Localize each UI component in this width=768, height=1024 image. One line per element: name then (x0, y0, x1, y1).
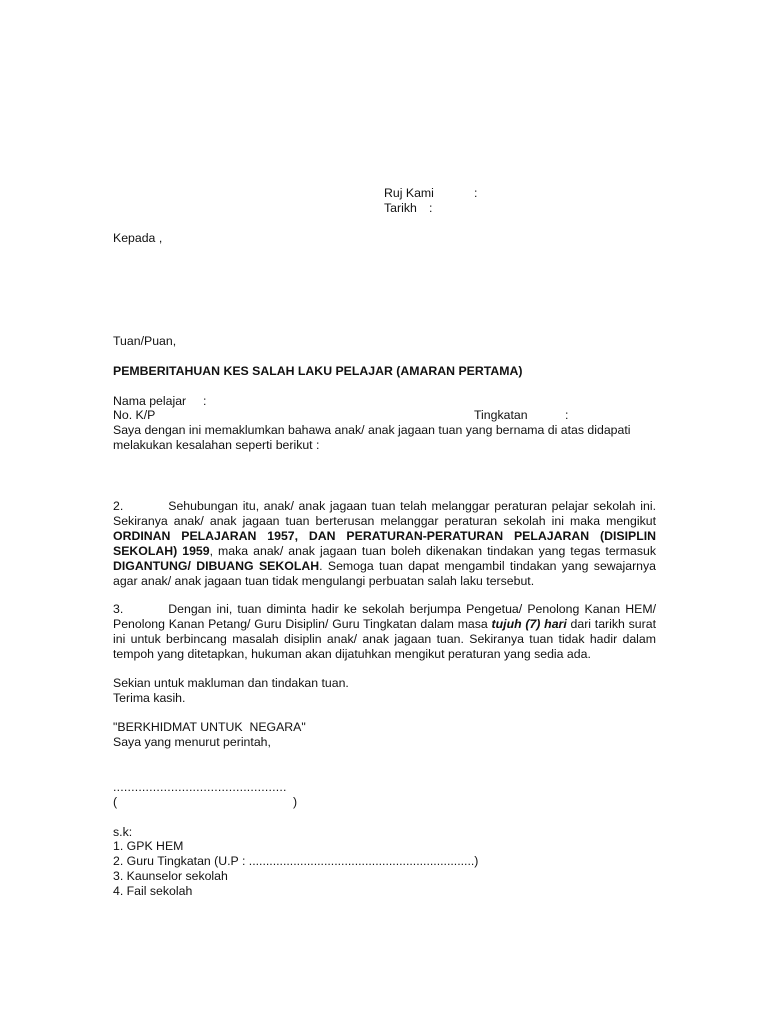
kepada-line: Kepada , (113, 231, 163, 245)
student-name-label: Nama pelajar (113, 394, 187, 408)
student-form-colon: : (565, 408, 569, 422)
signature-dots: ................................................ (113, 780, 287, 794)
student-kp-label: No. K/P (113, 408, 156, 422)
closing-line1: Sekian untuk makluman dan tindakan tuan. (113, 676, 349, 690)
para3-text-b: dari tarikh surat ini untuk berbincang masalah disiplin anak/ anak jagaan tuan. Sekiranya tuan tidak hadir dalam tempoh yang ditetapkan, hukuman akan dijatuhkan mengikut peraturan yang sedia ada. (113, 617, 656, 661)
student-form-label: Tingkatan (474, 408, 528, 422)
letter-subject: PEMBERITAHUAN KES SALAH LAKU PELAJAR (AMARAN PERTAMA) (113, 364, 523, 378)
para2-bold-penalty: DIGANTUNG/ DIBUANG SEKOLAH (113, 559, 320, 573)
cc-item: 1. GPK HEM (113, 839, 184, 853)
paragraph-2 (113, 499, 656, 589)
student-name-colon: : (203, 394, 207, 408)
tarikh-colon: : (429, 201, 433, 215)
para3-number: 3. (113, 602, 124, 616)
ruj-kami-colon: : (474, 186, 478, 200)
para1-line2: melakukan kesalahan seperti berikut : (113, 438, 320, 452)
signature-close-paren: ) (293, 795, 298, 809)
para2-text-b: , maka anak/ anak jagaan tuan boleh dikenakan tindakan yang tegas termasuk (209, 544, 656, 558)
para3-text-a: Dengan ini, tuan diminta hadir ke sekolah berjumpa Pengetua/ Penolong Kanan HEM/ Penolong Kanan Petang/ Guru Disiplin/ Guru Tingkatan dalam masa (113, 602, 656, 631)
obedient-line: Saya yang menurut perintah, (113, 735, 271, 749)
cc-label: s.k: (113, 825, 133, 839)
para3-emphasis: tujuh (7) hari (491, 617, 567, 631)
salutation: Tuan/Puan, (113, 334, 177, 348)
ruj-kami-label: Ruj Kami (384, 186, 434, 200)
para1-line1: Saya dengan ini memaklumkan bahawa anak/ anak jagaan tuan yang bernama di atas didapati (113, 423, 631, 437)
para2-number: 2. (113, 499, 124, 513)
para2-bold-act: ORDINAN PELAJARAN 1957, DAN PERATURAN-PERATURAN PELAJARAN (DISIPLIN SEKOLAH) 1959 (113, 529, 656, 558)
cc-item: 4. Fail sekolah (113, 884, 193, 898)
para2-text-a: Sehubungan itu, anak/ anak jagaan tuan telah melanggar peraturan pelajar sekolah ini. Sekiranya anak/ anak jagaan tuan berterusan melanggar peraturan sekolah ini maka mengikut (113, 499, 656, 528)
cc-item: 3. Kaunselor sekolah (113, 869, 228, 883)
cc-item: 2. Guru Tingkatan (U.P : ..................................................................) (113, 854, 479, 868)
tarikh-label: Tarikh (384, 201, 417, 215)
motto: "BERKHIDMAT UNTUK NEGARA" (113, 720, 306, 734)
paragraph-3 (113, 602, 656, 662)
closing-line2: Terima kasih. (113, 691, 186, 705)
para2-text-c: . Semoga tuan dapat mengambil tindakan yang sewajarnya agar anak/ anak jagaan tuan tidak mengulangi perbuatan salah laku tersebut. (113, 559, 656, 588)
signature-open-paren: ( (113, 795, 118, 809)
